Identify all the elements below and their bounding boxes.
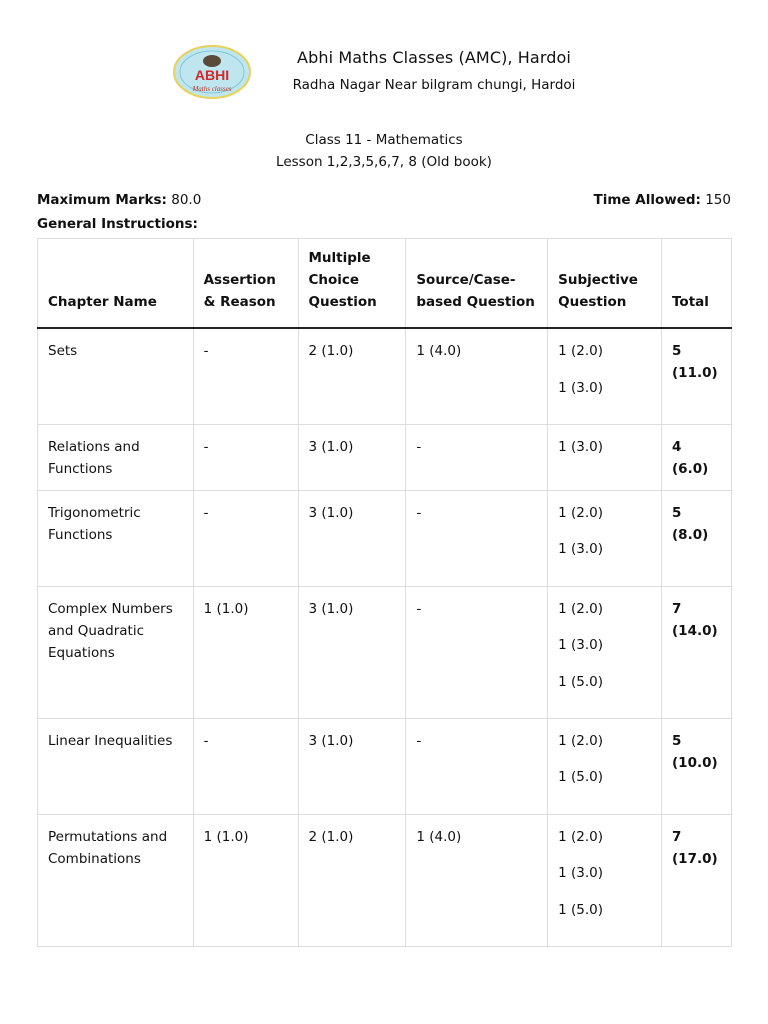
cell-assertion-reason: - [193, 328, 298, 424]
cell-source-case: 1 (4.0) [406, 814, 548, 946]
subjective-entry: 1 (5.0) [558, 673, 604, 690]
cell-mcq: 3 (1.0) [298, 586, 406, 718]
cell-chapter-name: Complex Numbers and Quadratic Equations [38, 586, 194, 718]
cell-subjective [548, 586, 662, 718]
subjective-entry: 1 (3.0) [558, 637, 604, 653]
institute-name: Abhi Maths Classes (AMC), Hardoi [297, 48, 571, 67]
cell-total [662, 586, 732, 718]
subjective-entry: 1 (3.0) [558, 865, 604, 881]
header-subjective: Subjective Question [548, 239, 662, 329]
cell-source-case: 1 (4.0) [406, 328, 548, 424]
cell-total [662, 718, 732, 814]
table-header-row [38, 239, 732, 329]
table-row [38, 328, 732, 424]
blueprint-table [37, 238, 732, 947]
header-mcq: Multiple Choice Question [298, 239, 406, 329]
table-row [38, 586, 732, 718]
cell-assertion-reason: - [193, 490, 298, 586]
total-marks: (11.0) [672, 365, 718, 381]
cell-total [662, 814, 732, 946]
subjective-entry: 1 (3.0) [558, 438, 604, 455]
total-count: 7 [672, 828, 682, 845]
header-chapter-name: Chapter Name [38, 239, 194, 329]
cell-chapter-name: Relations and Functions [38, 424, 194, 490]
header-assertion-reason: Assertion & Reason [193, 239, 298, 329]
subjective-entry: 1 (3.0) [558, 379, 604, 396]
lesson-title: Lesson 1,2,3,5,6,7, 8 (Old book) [276, 154, 492, 170]
subjective-entry: 1 (5.0) [558, 769, 604, 785]
cell-subjective [548, 424, 662, 490]
cell-assertion-reason: - [193, 424, 298, 490]
cell-chapter-name: Permutations and Combinations [38, 814, 194, 946]
total-marks: (8.0) [672, 526, 709, 543]
subjective-entry: 1 (2.0) [558, 504, 604, 521]
time-allowed [593, 192, 731, 208]
cell-mcq: 3 (1.0) [298, 424, 406, 490]
time-allowed-value: 150 [705, 192, 731, 208]
total-count: 4 [672, 438, 682, 455]
cell-subjective [548, 328, 662, 424]
cell-mcq: 3 (1.0) [298, 718, 406, 814]
max-marks [37, 192, 201, 208]
cell-source-case: - [406, 586, 548, 718]
total-marks: (17.0) [672, 850, 718, 867]
cell-chapter-name: Trigonometric Functions [38, 490, 194, 586]
cell-mcq: 3 (1.0) [298, 490, 406, 586]
subjective-entry: 1 (2.0) [558, 828, 604, 845]
table-row [38, 424, 732, 490]
max-marks-value: 80.0 [171, 192, 202, 208]
cell-subjective [548, 718, 662, 814]
cell-subjective [548, 490, 662, 586]
total-marks: (10.0) [672, 754, 718, 771]
cell-source-case: - [406, 718, 548, 814]
class-title: Class 11 - Mathematics [305, 132, 463, 148]
total-marks: (6.0) [672, 460, 709, 477]
subjective-entry: 1 (2.0) [558, 732, 604, 749]
total-count: 5 [672, 343, 682, 359]
logo-text: ABHI [194, 67, 230, 83]
logo-subtext: Maths classes [192, 85, 232, 93]
cell-assertion-reason: - [193, 718, 298, 814]
cell-mcq: 2 (1.0) [298, 814, 406, 946]
time-allowed-label: Time Allowed: [593, 192, 701, 208]
table-row [38, 490, 732, 586]
institute-address: Radha Nagar Near bilgram chungi, Hardoi [292, 77, 576, 93]
subjective-entry: 1 (2.0) [558, 343, 604, 359]
header-source-case: Source/Case-based Question [406, 239, 548, 329]
subjective-entry: 1 (2.0) [558, 600, 604, 617]
cell-chapter-name: Linear Inequalities [38, 718, 194, 814]
total-count: 7 [672, 600, 682, 617]
cell-chapter-name: Sets [38, 328, 194, 424]
cell-total [662, 490, 732, 586]
header-total: Total [662, 239, 732, 329]
cell-subjective [548, 814, 662, 946]
cell-source-case: - [406, 424, 548, 490]
table-row [38, 814, 732, 946]
table-body [38, 328, 732, 946]
max-marks-label: Maximum Marks: [37, 192, 167, 208]
cell-assertion-reason: 1 (1.0) [193, 814, 298, 946]
subjective-entry: 1 (3.0) [558, 541, 604, 557]
table-row [38, 718, 732, 814]
subjective-entry: 1 (5.0) [558, 901, 604, 918]
total-count: 5 [672, 504, 682, 521]
cell-total [662, 328, 732, 424]
cell-source-case: - [406, 490, 548, 586]
cell-assertion-reason: 1 (1.0) [193, 586, 298, 718]
cell-mcq: 2 (1.0) [298, 328, 406, 424]
cell-total [662, 424, 732, 490]
total-marks: (14.0) [672, 622, 718, 639]
total-count: 5 [672, 732, 682, 749]
general-instructions-label: General Instructions: [37, 216, 198, 232]
